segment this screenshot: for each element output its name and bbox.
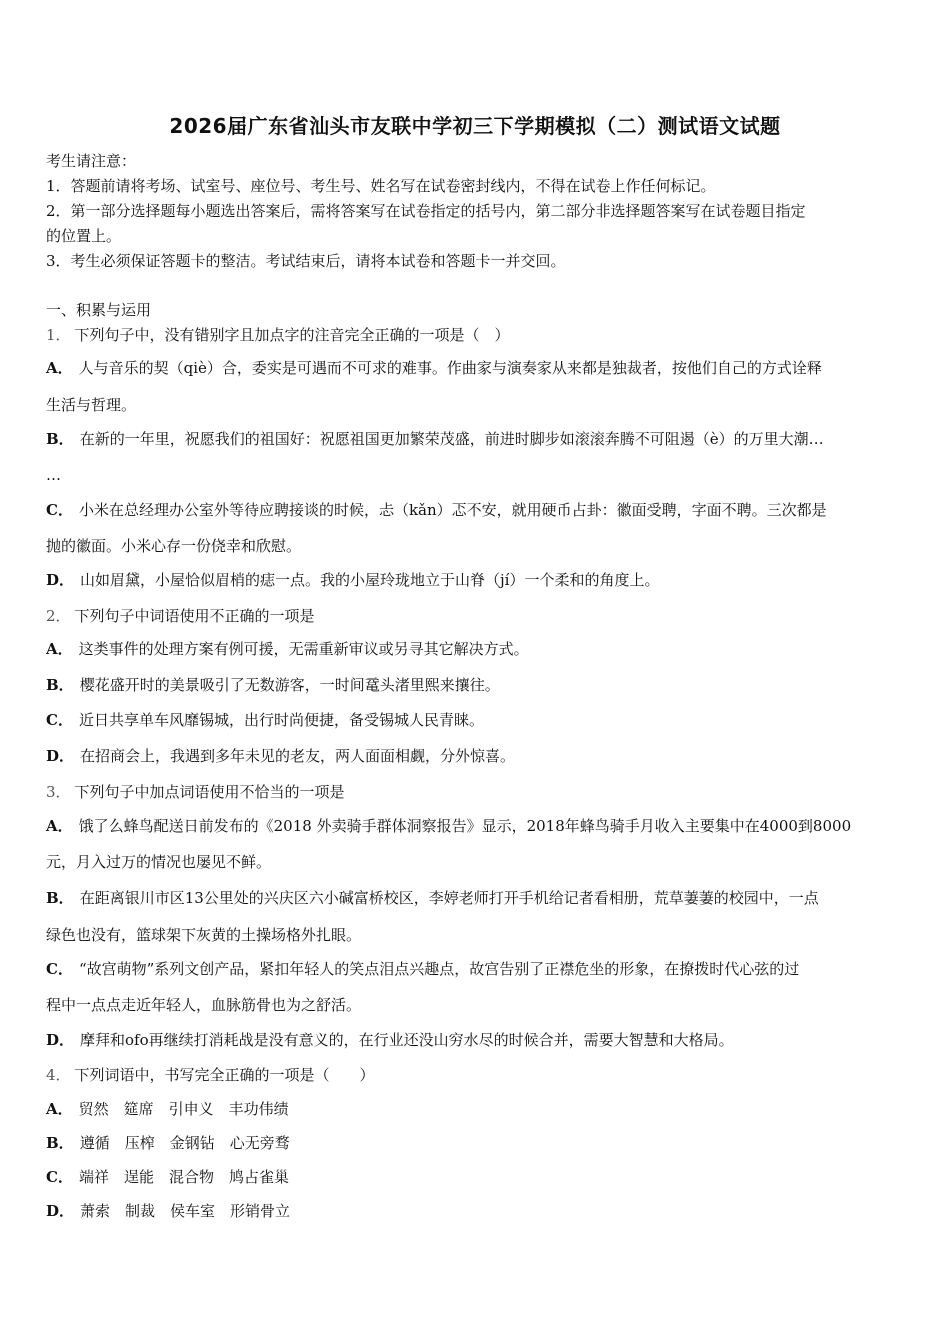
notice-heading: 考生请注意： — [46, 152, 137, 170]
option-letter: C． — [46, 711, 73, 729]
option-letter: D． — [46, 1031, 75, 1049]
option-letter: B． — [46, 430, 74, 448]
option-letter: B． — [46, 889, 74, 907]
option-d — [46, 1030, 906, 1050]
notice-item: 3．考生必须保证答题卡的整洁。考试结束后，请将本试卷和答题卡一并交回。 — [46, 252, 566, 270]
option-letter: C． — [46, 501, 73, 519]
question-text: 下列句子中词语使用不正确的一项是 — [74, 607, 315, 625]
option-letter: A． — [46, 817, 73, 835]
option-text: “故宫萌物”系列文创产品，紧扣年轻人的笑点泪点兴趣点，故宫告别了正襟危坐的形象，在撩拨时代心弦的过 — [78, 960, 800, 978]
option-text: 山如眉黛，小屋恰似眉梢的痣一点。我的小屋玲珑地立于山脊（jí）一个柔和的角度上。 — [80, 571, 660, 589]
option-b — [46, 1133, 906, 1153]
notice-item: 2．第一部分选择题每小题选出答案后，需将答案写在试卷指定的括号内，第二部分非选择题答案写在试卷题目指定 — [46, 202, 806, 220]
option-text: 萧索 制裁 侯车室 形销骨立 — [80, 1202, 291, 1220]
section-heading: 一、积累与运用 — [46, 301, 152, 319]
question-stem — [46, 606, 906, 626]
option-text: 樱花盛开时的美景吸引了无数游客，一时间鼋头渚里熙来攘往。 — [79, 676, 500, 694]
page-title: 2026届广东省汕头市友联中学初三下学期模拟（二）测试语文试题 — [169, 114, 781, 138]
option-text-continued: 抛的徽面。小米心存一份侥幸和欣慰。 — [46, 537, 302, 555]
option-text: 在距离银川市区13公里处的兴庆区六小碱富桥校区，李婷老师打开手机给记者看相册，荒草萋萋的校园中，一点 — [79, 889, 819, 907]
option-text: 近日共享单车风靡锡城，出行时尚便捷，备受锡城人民青睐。 — [78, 711, 484, 729]
notice-item: 1．答题前请将考场、试室号、座位号、考生号、姓名写在试卷密封线内，不得在试卷上作任何标记。 — [46, 177, 716, 195]
option-c — [46, 1167, 906, 1187]
question-stem — [46, 325, 906, 345]
option-text: 贸然 筵席 引申义 丰功伟绩 — [78, 1100, 289, 1118]
option-a — [46, 358, 906, 378]
option-b — [46, 888, 906, 908]
option-text-continued: 程中一点点走近年轻人，血脉筋骨也为之舒活。 — [46, 996, 362, 1014]
question-stem — [46, 782, 906, 802]
question-number: 3． — [46, 783, 71, 801]
question-number: 4． — [46, 1066, 71, 1084]
option-text-continued: 绿色也没有，篮球架下灰黄的土操场格外扎眼。 — [46, 926, 362, 944]
question-text: 下列句子中加点词语使用不恰当的一项是 — [74, 783, 345, 801]
option-letter: A． — [46, 1100, 73, 1118]
option-text: 这类事件的处理方案有例可援，无需重新审议或另寻其它解决方式。 — [78, 640, 529, 658]
option-a — [46, 639, 906, 659]
option-letter: A． — [46, 640, 73, 658]
notice-item: 的位置上。 — [46, 227, 122, 245]
option-text: 小米在总经理办公室外等待应聘接谈的时候，忐（kǎn）忑不安，就用硬币占卦：徽面受聘，字面不聘。三次都是 — [78, 501, 827, 519]
option-letter: D． — [46, 1202, 75, 1220]
option-letter: A． — [46, 359, 73, 377]
option-text: 在新的一年里，祝愿我们的祖国好：祝愿祖国更加繁荣茂盛，前进时脚步如滚滚奔腾不可阻遏（è）的万里大潮… — [79, 430, 824, 448]
question-stem — [46, 1065, 906, 1085]
option-c — [46, 959, 906, 979]
option-letter: C． — [46, 1168, 73, 1186]
option-text-continued: 生活与哲理。 — [46, 396, 137, 414]
option-d — [46, 1201, 906, 1221]
option-letter: D． — [46, 747, 75, 765]
option-d — [46, 746, 906, 766]
option-a — [46, 1099, 906, 1119]
option-c — [46, 500, 906, 520]
option-a — [46, 816, 906, 836]
option-text: 摩拜和ofo再继续打消耗战是没有意义的，在行业还没山穷水尽的时候合并，需要大智慧和大格局。 — [80, 1031, 734, 1049]
option-b — [46, 675, 906, 695]
option-text: 饿了么蜂鸟配送日前发布的《2018 外卖骑手群体洞察报告》显示，2018年蜂鸟骑手月收入主要集中在4000到8000 — [78, 817, 852, 835]
option-text: 遵循 压榨 金钢钻 心无旁骛 — [79, 1134, 290, 1152]
option-text: 在招商会上，我遇到多年未见的老友，两人面面相觑，分外惊喜。 — [80, 747, 516, 765]
option-text-continued: … — [46, 466, 61, 484]
option-letter: C． — [46, 960, 73, 978]
option-c — [46, 710, 906, 730]
option-letter: D． — [46, 571, 75, 589]
option-b — [46, 429, 906, 449]
question-text: 下列词语中，书写完全正确的一项是（ ） — [74, 1066, 375, 1084]
option-text-continued: 元，月入过万的情况也屡见不鲜。 — [46, 853, 272, 871]
question-number: 1． — [46, 326, 71, 344]
option-text: 端祥 逞能 混合物 鸠占雀巢 — [78, 1168, 289, 1186]
question-number: 2． — [46, 607, 71, 625]
option-text: 人与音乐的契（qiè）合，委实是可遇而不可求的难事。作曲家与演奏家从来都是独裁者，按他们自己的方式诠释 — [78, 359, 822, 377]
option-letter: B． — [46, 1134, 74, 1152]
question-text: 下列句子中，没有错别字且加点字的注音完全正确的一项是（ ） — [74, 326, 510, 344]
option-letter: B． — [46, 676, 74, 694]
option-d — [46, 570, 906, 590]
